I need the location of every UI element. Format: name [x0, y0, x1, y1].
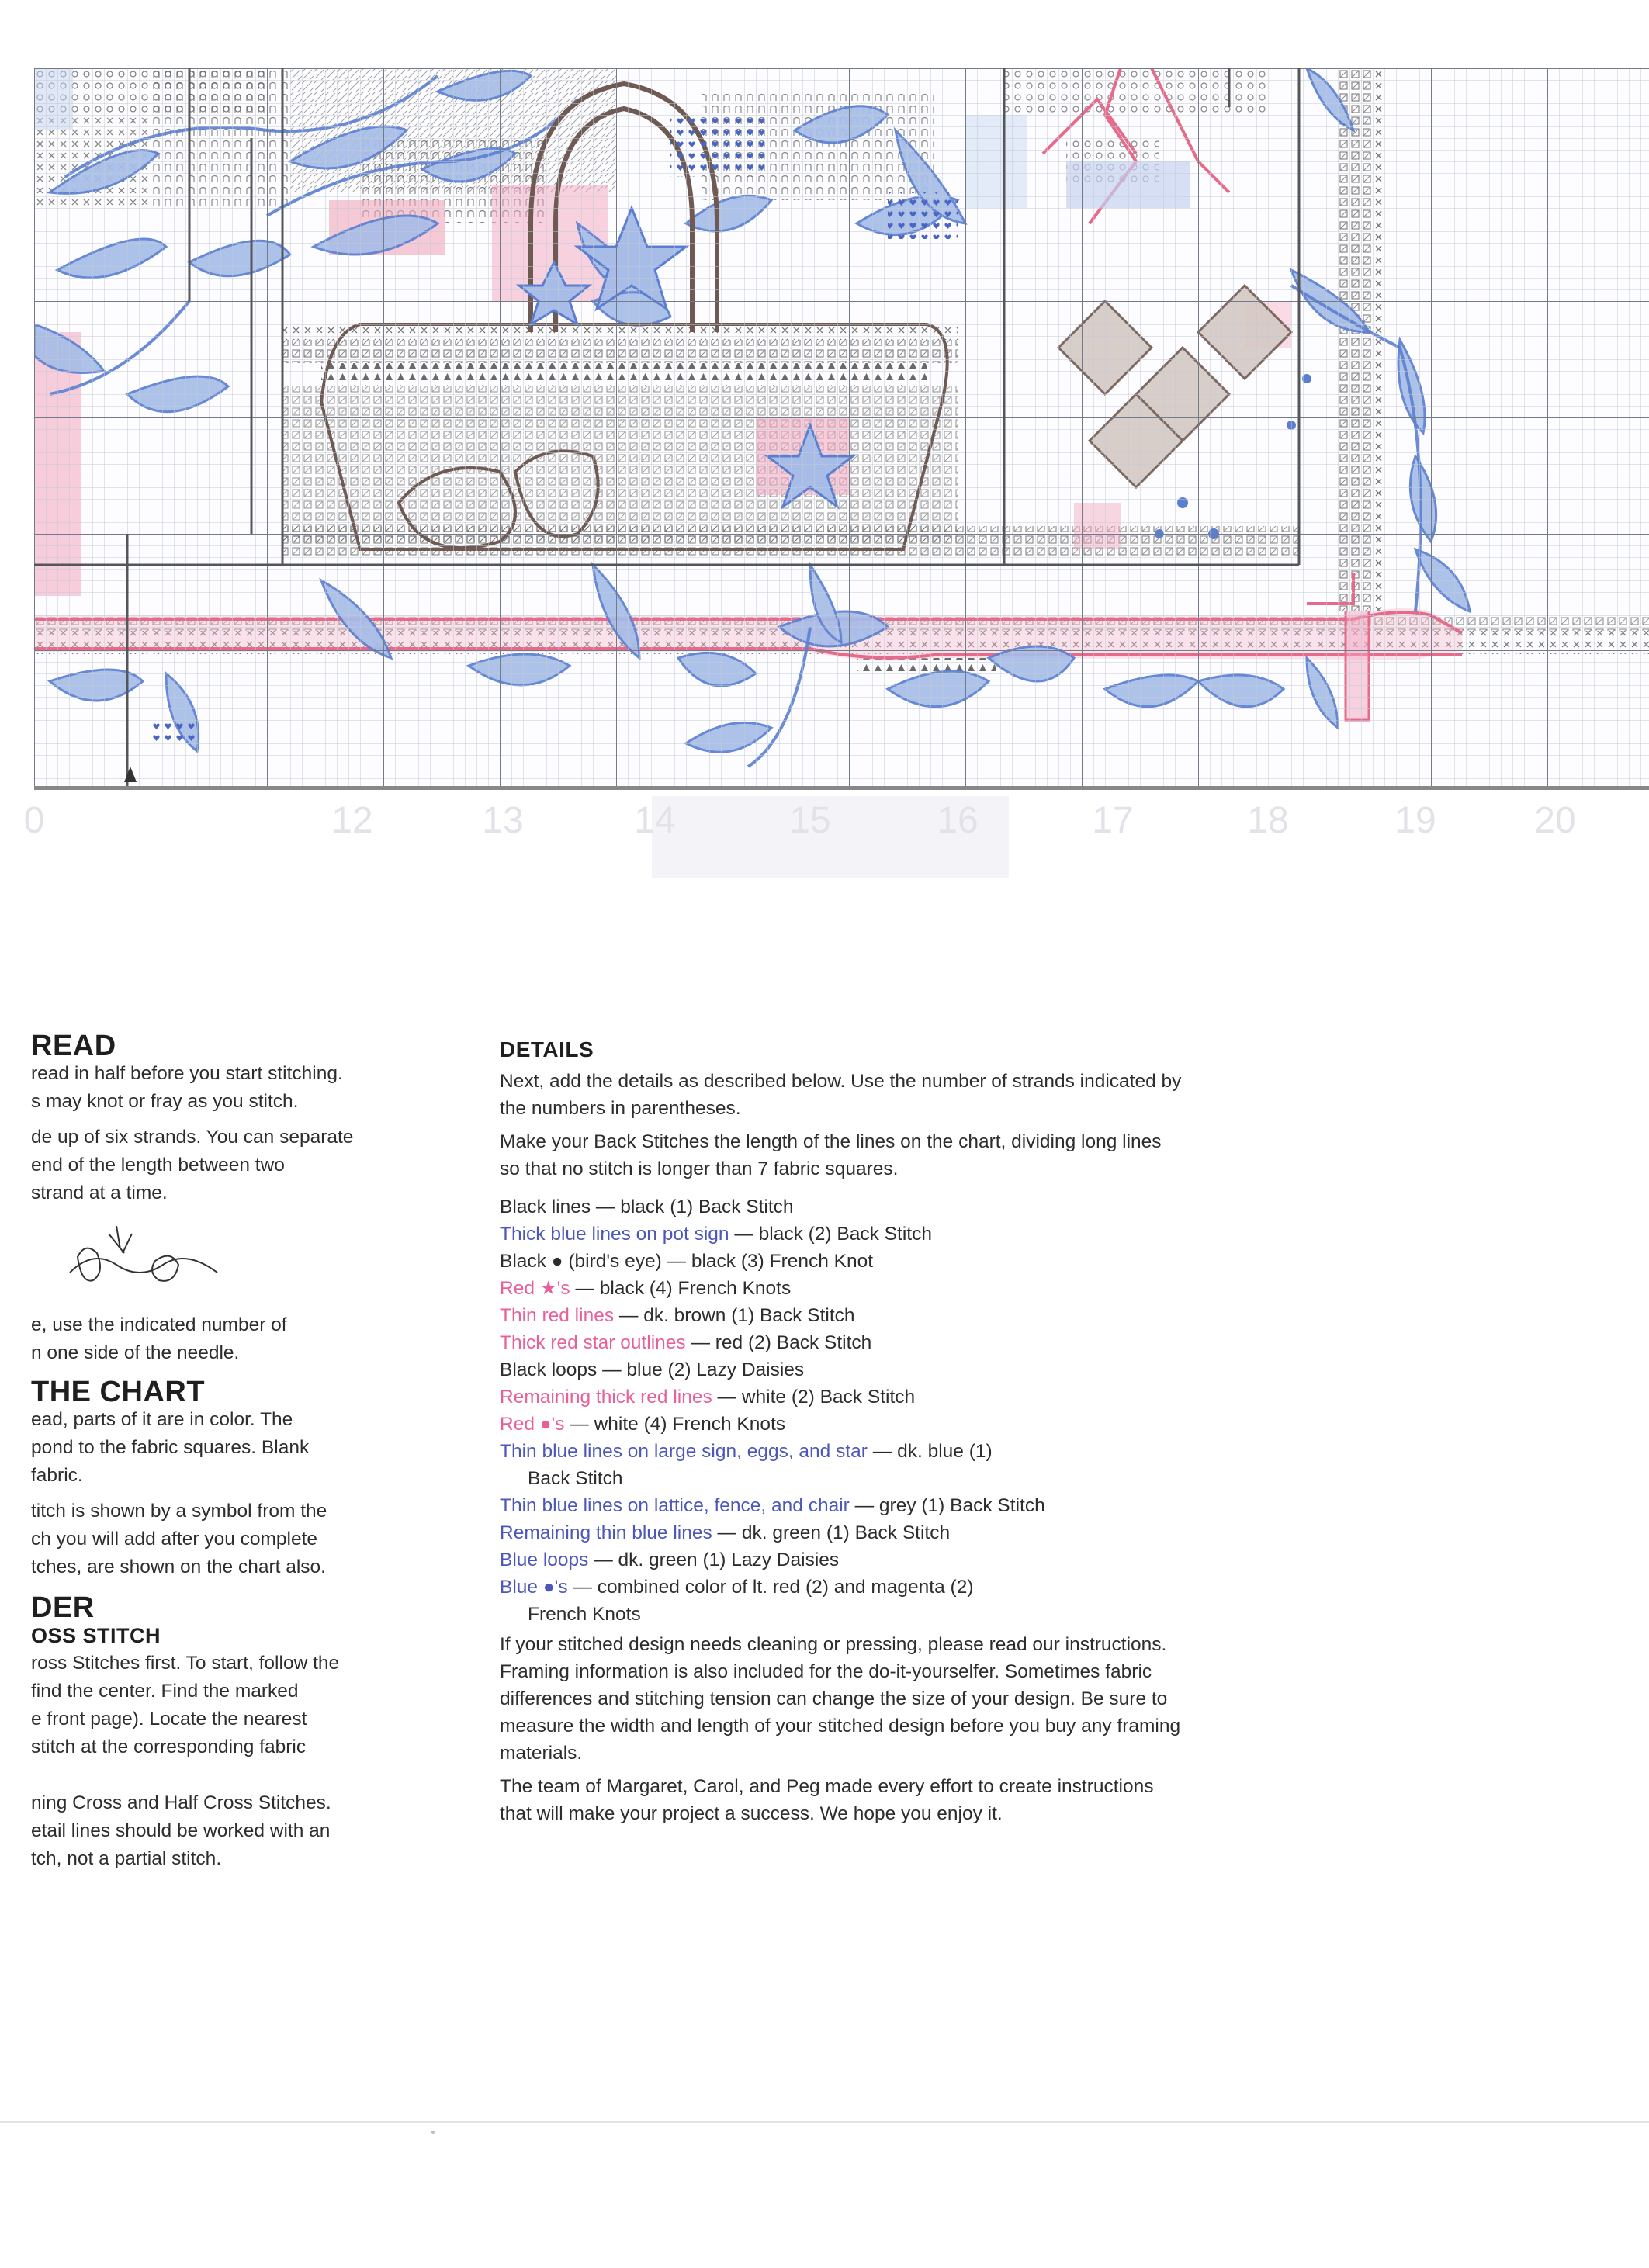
legend-row: Blue ●'s — combined color of lt. red (2) and magenta (2): [500, 1577, 974, 1598]
text-line: stitch at the corresponding fabric: [31, 1736, 307, 1757]
column-number: 12: [331, 800, 373, 841]
text-line: de up of six strands. You can separate: [31, 1127, 354, 1148]
details-intro: Next, add the details as described below. Use the number of strands indicated by the numbers in parentheses.: [500, 1071, 1182, 1119]
needle-thread-illustration: [62, 1218, 466, 1304]
text-line: s may knot or fray as you stitch.: [31, 1091, 299, 1112]
page-bottom-rule: [0, 2121, 1649, 2123]
subheading-cross-stitch: OSS STITCH: [31, 1624, 161, 1647]
legend-row: Red ●'s — white (4) French Knots: [500, 1414, 786, 1435]
text-line: titch is shown by a symbol from the: [31, 1501, 327, 1522]
text-line: end of the length between two: [31, 1155, 285, 1176]
text-line: etail lines should be worked with an: [31, 1820, 331, 1841]
legend-row: Black lines — black (1) Back Stitch: [500, 1196, 794, 1217]
chart-column-numbers: [23, 799, 1649, 869]
text-line: fabric.: [31, 1465, 83, 1486]
column-number: 16: [937, 800, 979, 841]
column-number: 17: [1092, 800, 1134, 841]
legend-row: Thick red star outlines — red (2) Back Stitch: [500, 1332, 872, 1353]
text-line: tch, not a partial stitch.: [31, 1848, 222, 1869]
legend-row: Thin blue lines on lattice, fence, and chair — grey (1) Back Stitch: [500, 1495, 1045, 1516]
text-line: ch you will add after you complete: [31, 1529, 318, 1550]
backstitch-note: Make your Back Stitches the length of the lines on the chart, dividing long lines so that no stitch is longer than 7 fabric squares.: [500, 1131, 1162, 1179]
legend-row: Red ★'s — black (4) French Knots: [500, 1278, 792, 1299]
text-line: read in half before you start stitching.: [31, 1063, 343, 1084]
text-line: find the center. Find the marked: [31, 1681, 299, 1702]
details-heading: DETAILS: [500, 1037, 594, 1061]
details-column: [500, 1036, 1183, 1833]
legend-row: Remaining thick red lines — white (2) Back Stitch: [500, 1387, 916, 1408]
column-number: 20: [1534, 800, 1576, 841]
legend-row: Thin blue lines on large sign, eggs, and star — dk. blue (1): [500, 1441, 993, 1462]
scan-speck: [431, 2131, 435, 2134]
text-line: pond to the fabric squares. Blank: [31, 1437, 310, 1458]
text-line: tches, are shown on the chart also.: [31, 1556, 326, 1577]
text-line: e, use the indicated number of: [31, 1314, 287, 1335]
legend-row: Thin red lines — dk. brown (1) Back Stitch: [500, 1305, 855, 1326]
legend-row: Blue loops — dk. green (1) Lazy Daisies: [500, 1550, 840, 1570]
column-number: 19: [1394, 800, 1436, 841]
stitch-legend: [500, 1193, 1183, 1628]
column-number: 18: [1247, 800, 1289, 841]
column-number: 13: [482, 800, 524, 841]
legend-row: Black loops — blue (2) Lazy Daisies: [500, 1359, 805, 1380]
text-line: ead, parts of it are in color. The: [31, 1409, 293, 1430]
cleaning-paragraph: If your stitched design needs cleaning or pressing, please read our instructions. Framing information is also included for the do-it-yourselfer. Sometimes fabric differences and stitching tension can change the size of your design. Be sure to measure the width and length of your stitched design before you buy any framing materials.: [500, 1634, 1181, 1764]
left-instructions-column: [31, 1032, 466, 1873]
section-heading-chart: THE CHART: [31, 1376, 206, 1408]
legend-row: Black ● (bird's eye) — black (3) French Knot: [500, 1251, 874, 1272]
text-line: ross Stitches first. To start, follow the: [31, 1653, 340, 1674]
text-line: n one side of the needle.: [31, 1342, 240, 1363]
text-line: strand at a time.: [31, 1182, 168, 1203]
cross-stitch-chart: [34, 68, 1649, 790]
text-line: ning Cross and Half Cross Stitches.: [31, 1792, 331, 1813]
closing-paragraph: The team of Margaret, Carol, and Peg made every effort to create instructions that will make your project a success. We hope you enjoy it.: [500, 1776, 1154, 1824]
legend-row-continued: Back Stitch: [528, 1468, 623, 1489]
text-line: e front page). Locate the nearest: [31, 1709, 307, 1730]
column-number: 14: [634, 800, 676, 841]
column-number: 15: [789, 800, 831, 841]
column-number: 0: [23, 800, 45, 841]
legend-row: Remaining thin blue lines — dk. green (1) Back Stitch: [500, 1522, 951, 1543]
chart-grid: [34, 68, 1649, 790]
legend-row: Thick blue lines on pot sign — black (2) Back Stitch: [500, 1224, 932, 1245]
section-heading-read: READ: [31, 1032, 116, 1062]
legend-row-continued: French Knots: [528, 1604, 641, 1625]
section-heading-order: DER: [31, 1591, 95, 1624]
